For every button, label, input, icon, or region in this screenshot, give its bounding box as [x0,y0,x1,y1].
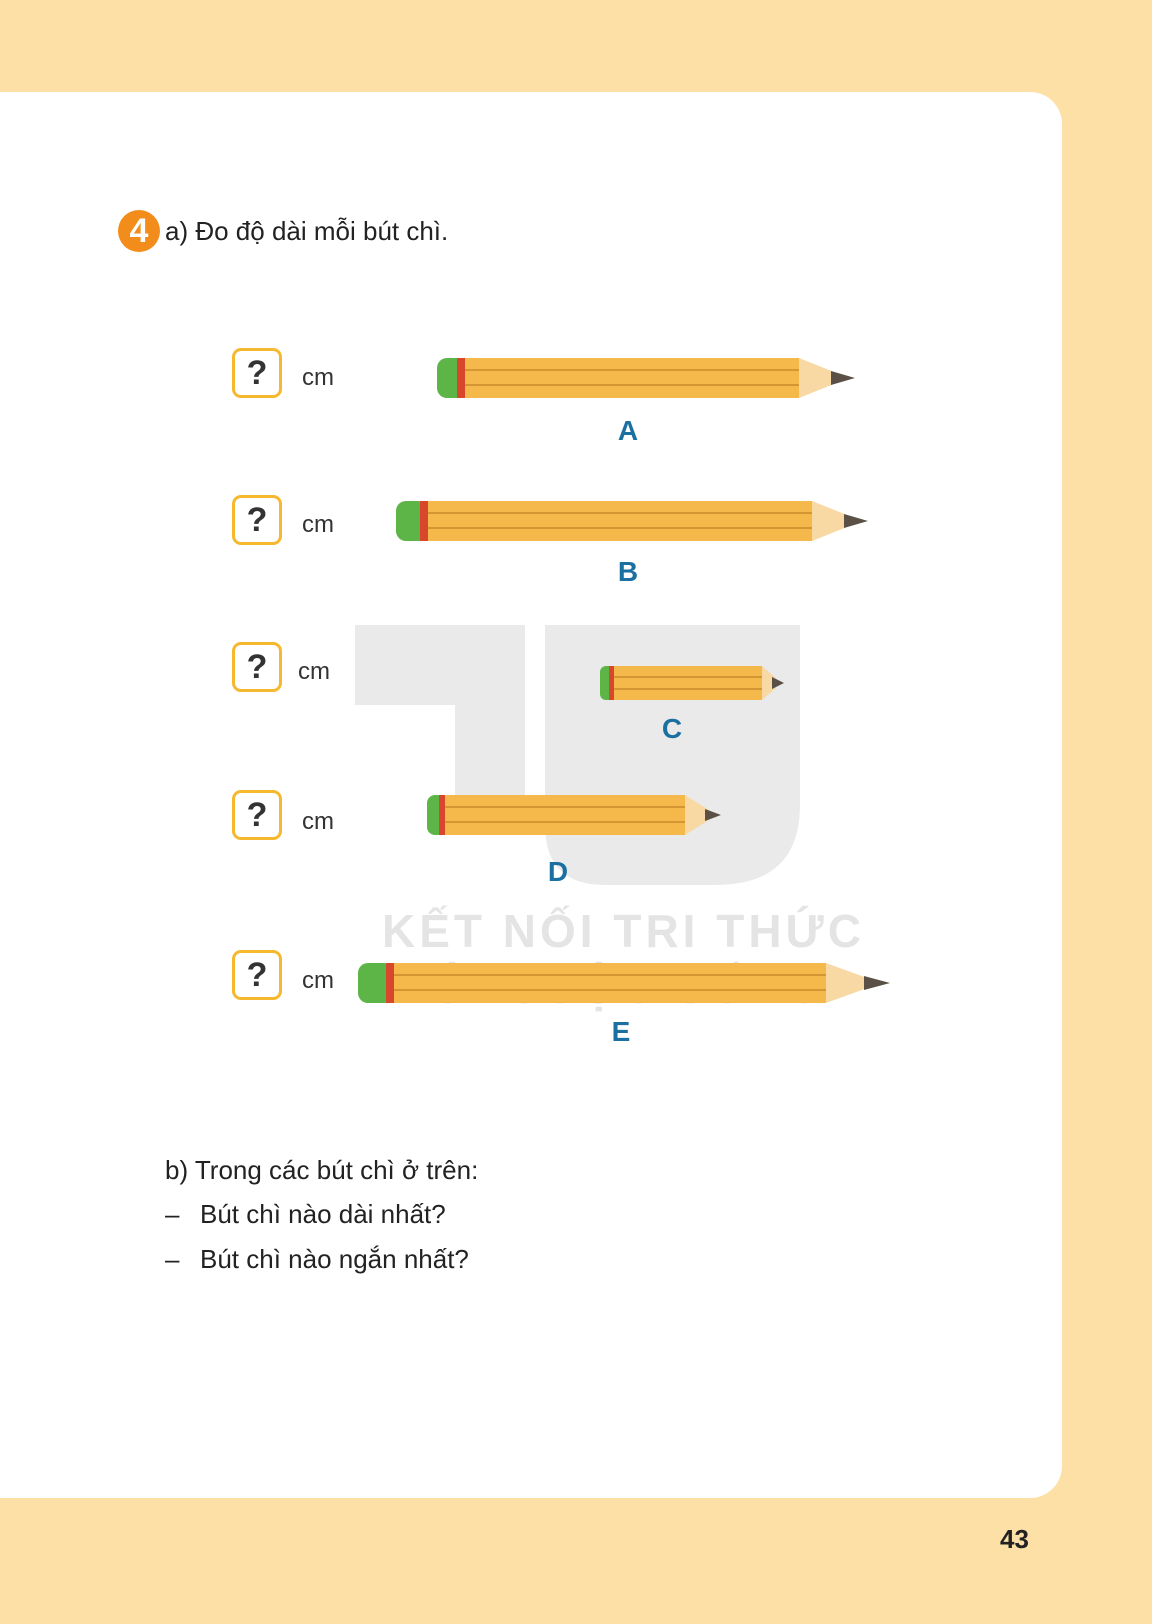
answer-box-d[interactable]: ? [232,790,282,840]
part-b-intro: b) Trong các bút chì ở trên: [165,1155,479,1185]
pencil-a [437,356,855,400]
page-number: 43 [1000,1524,1029,1554]
pencil-c [600,664,784,702]
answer-box-a[interactable]: ? [232,348,282,398]
pencil-label-d: D [547,856,569,887]
pencil-label-c: C [661,713,683,744]
answer-box-b[interactable]: ? [232,495,282,545]
answer-box-e[interactable]: ? [232,950,282,1000]
answer-box-c[interactable]: ? [232,642,282,692]
pencil-label-a: A [617,415,639,446]
pencil-e [358,961,890,1005]
watermark-line-1: KẾT NỐI TRI THỨC [382,905,865,957]
unit-label-d: cm [302,808,334,835]
question-shortest: Bút chì nào ngắn nhất? [200,1244,469,1274]
pencil-d [427,793,721,837]
part-a-instruction: a) Đo độ dài mỗi bút chì. [165,216,449,246]
dash-2: – [165,1244,180,1274]
dash-1: – [165,1199,180,1229]
question-longest: Bút chì nào dài nhất? [200,1199,446,1229]
unit-label-b: cm [302,511,334,538]
unit-label-e: cm [302,967,334,994]
pencil-label-b: B [617,556,639,587]
unit-label-c: cm [298,658,330,685]
pencil-b [396,499,868,543]
unit-label-a: cm [302,364,334,391]
exercise-number-badge: 4 [118,210,160,252]
pencil-label-e: E [611,1016,631,1047]
